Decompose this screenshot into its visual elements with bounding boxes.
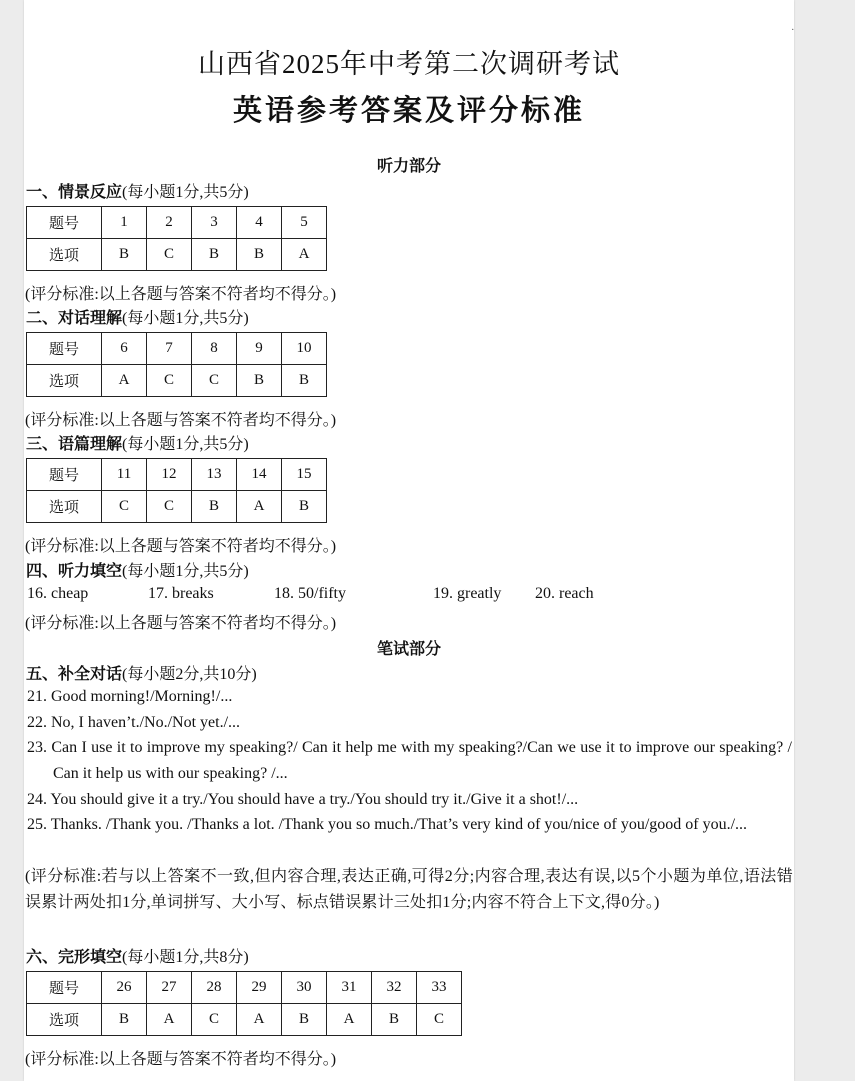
table-cell: 27	[147, 972, 192, 1004]
table-row	[27, 459, 327, 491]
section-5-heading	[26, 661, 257, 684]
section-title: 一、情景反应	[26, 182, 123, 201]
table-cell: 3	[192, 207, 237, 239]
table-cell: 11	[102, 459, 147, 491]
exam-title: 山西省2025年中考第二次调研考试	[198, 49, 620, 79]
table-cell: A	[327, 1004, 372, 1036]
section-points: (每小题1分,共8分)	[122, 949, 249, 966]
table-row	[27, 1004, 462, 1036]
table-cell: 26	[102, 972, 147, 1004]
section-points: (每小题2分,共10分)	[122, 666, 257, 683]
scoring-note-1: (评分标准:以上各题与答案不符者均不得分。)	[25, 286, 337, 303]
fill-answer: 19. greatly	[433, 585, 502, 602]
table-row	[27, 333, 327, 365]
row-label-number: 题号	[27, 459, 102, 491]
table-cell: C	[417, 1004, 462, 1036]
row-label-option: 选项	[27, 1004, 102, 1036]
table-cell: C	[192, 365, 237, 397]
table-cell: B	[237, 239, 282, 271]
table-cell: 7	[147, 333, 192, 365]
scoring-note-6: (评分标准:以上各题与答案不符者均不得分。)	[25, 1051, 337, 1068]
table-cell: 14	[237, 459, 282, 491]
table-row	[27, 972, 462, 1004]
table-row	[27, 207, 327, 239]
fill-answer: 18. 50/fifty	[274, 585, 346, 602]
table-cell: B	[372, 1004, 417, 1036]
table-cell: A	[282, 239, 327, 271]
table-cell: 2	[147, 207, 192, 239]
table-cell: 10	[282, 333, 327, 365]
table-row	[27, 491, 327, 523]
table-cell: 30	[282, 972, 327, 1004]
section-3-heading	[26, 431, 249, 454]
table-cell: B	[282, 1004, 327, 1036]
listening-part-heading: 听力部分	[376, 156, 441, 175]
table-cell: 28	[192, 972, 237, 1004]
scoring-note-2: (评分标准:以上各题与答案不符者均不得分。)	[25, 412, 337, 429]
section-title: 五、补全对话	[26, 664, 123, 683]
table-cell: C	[102, 491, 147, 523]
section-6-heading	[26, 944, 249, 967]
section-title: 六、完形填空	[26, 947, 123, 966]
table-cell: C	[192, 1004, 237, 1036]
dialogue-answer-25: 25. Thanks. /Thank you. /Thanks a lot. /Thank you so much./That’s very kind of you/nice of you/good of you./...	[27, 816, 748, 833]
dialogue-scoring-note: (评分标准:若与以上答案不一致,但内容合理,表达正确,可得2分;内容合理,表达有误,以5个小题为单位,语法错误累计两处扣1分,单词拼写、大小写、标点错误累计三处扣1分;内容不符合上下文,得0分。)	[25, 868, 793, 911]
fill-answer: 16. cheap	[27, 585, 89, 602]
answer-table-2	[26, 332, 327, 397]
table-cell: C	[147, 365, 192, 397]
table-cell: B	[192, 491, 237, 523]
dialogue-answer-22: 22. No, I haven’t./No./Not yet./...	[27, 714, 241, 731]
section-points: (每小题1分,共5分)	[122, 563, 249, 580]
section-title: 四、听力填空	[26, 561, 123, 580]
table-cell: C	[147, 491, 192, 523]
scoring-note-4: (评分标准:以上各题与答案不符者均不得分。)	[25, 615, 337, 632]
writing-part-heading: 笔试部分	[376, 639, 441, 658]
fill-answer: 17. breaks	[148, 585, 214, 602]
dialogue-answer-21: 21. Good morning!/Morning!/...	[27, 688, 233, 705]
table-cell: 29	[237, 972, 282, 1004]
table-cell: 4	[237, 207, 282, 239]
dialogue-answer-24: 24. You should give it a try./You should have a try./You should try it./Give it a shot!/...	[27, 791, 579, 808]
table-cell: 8	[192, 333, 237, 365]
table-cell: 31	[327, 972, 372, 1004]
table-row	[27, 239, 327, 271]
row-label-number: 题号	[27, 207, 102, 239]
row-label-number: 题号	[27, 333, 102, 365]
section-1-heading	[26, 179, 249, 202]
row-label-option: 选项	[27, 491, 102, 523]
table-cell: A	[147, 1004, 192, 1036]
table-row	[27, 365, 327, 397]
table-cell: A	[102, 365, 147, 397]
section-points: (每小题1分,共5分)	[122, 310, 249, 327]
section-title: 二、对话理解	[26, 308, 123, 327]
answer-table-3	[26, 458, 327, 523]
table-cell: B	[237, 365, 282, 397]
table-cell: B	[192, 239, 237, 271]
row-label-option: 选项	[27, 239, 102, 271]
section-2-heading	[26, 305, 249, 328]
table-cell: 5	[282, 207, 327, 239]
answer-table-1	[26, 206, 327, 271]
document-page	[24, 0, 794, 1081]
table-cell: B	[102, 1004, 147, 1036]
scoring-note-3: (评分标准:以上各题与答案不符者均不得分。)	[25, 538, 337, 555]
row-label-number: 题号	[27, 972, 102, 1004]
exam-subtitle: 英语参考答案及评分标准	[232, 95, 585, 127]
table-cell: 13	[192, 459, 237, 491]
table-cell: 15	[282, 459, 327, 491]
table-cell: A	[237, 491, 282, 523]
dialogue-answer-23: 23. Can I use it to improve my speaking?/ Can it help me with my speaking?/Can we use it to improve our speaking? / Can it help us with our speaking? /...	[27, 739, 792, 782]
table-cell: B	[282, 491, 327, 523]
section-points: (每小题1分,共5分)	[122, 436, 249, 453]
table-cell: B	[102, 239, 147, 271]
table-cell: 1	[102, 207, 147, 239]
answer-table-6	[26, 971, 462, 1036]
table-cell: 9	[237, 333, 282, 365]
table-cell: 6	[102, 333, 147, 365]
fill-answers-row	[27, 585, 594, 603]
table-cell: 33	[417, 972, 462, 1004]
corner-mark: .	[791, 22, 794, 33]
table-cell: C	[147, 239, 192, 271]
table-cell: B	[282, 365, 327, 397]
section-title: 三、语篇理解	[26, 434, 123, 453]
row-label-option: 选项	[27, 365, 102, 397]
fill-answer: 20. reach	[535, 585, 594, 602]
section-4-heading	[26, 558, 249, 581]
table-cell: A	[237, 1004, 282, 1036]
section-points: (每小题1分,共5分)	[122, 184, 249, 201]
table-cell: 12	[147, 459, 192, 491]
table-cell: 32	[372, 972, 417, 1004]
